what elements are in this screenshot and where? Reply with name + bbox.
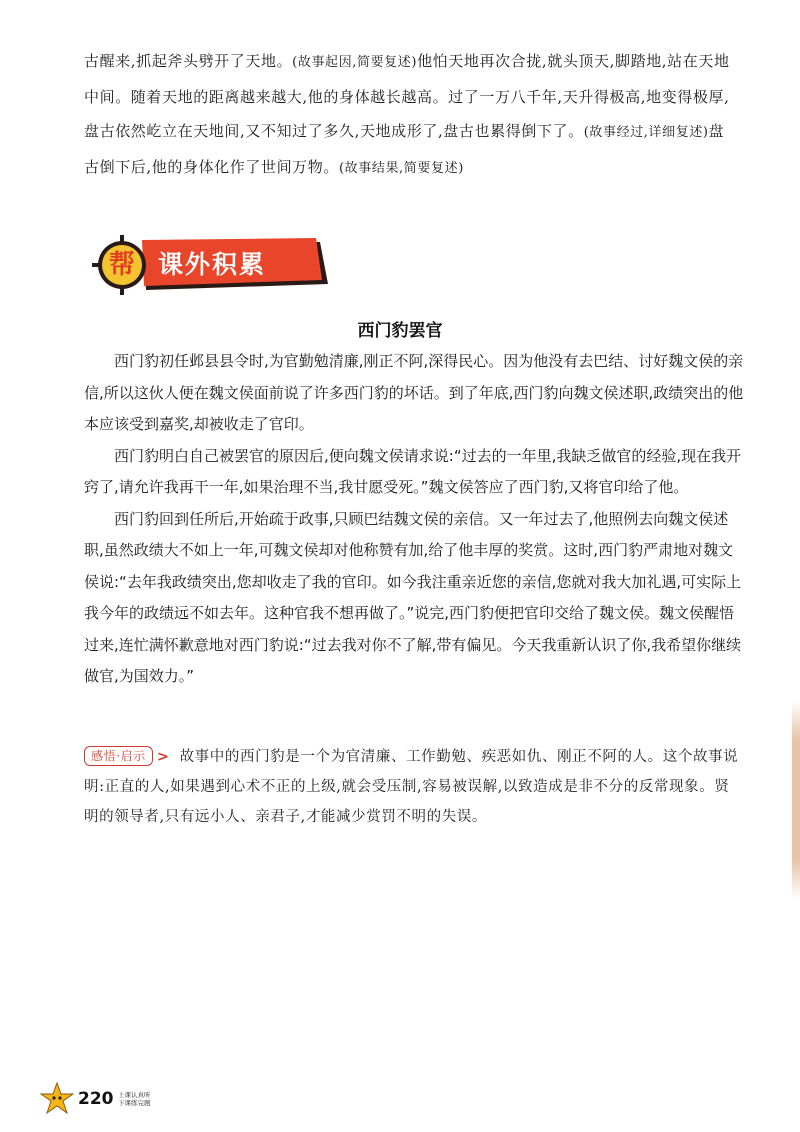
insight-section (84, 742, 744, 832)
banner-badge-char: 帮 (108, 250, 135, 280)
note-start: (故事起因,简要复述) (292, 55, 418, 70)
page-footer (40, 1082, 240, 1118)
top-passage (84, 44, 744, 186)
section-title: 课外积累 (158, 250, 267, 279)
insight-tag: 感悟·启示 (84, 746, 153, 766)
article-body (84, 346, 744, 693)
note-middle: (故事经过,详细复述) (583, 125, 709, 140)
insight-text: 故事中的西门豹是一个为官清廉、工作勤勉、疾恶如仇、刚正不阿的人。这个故事说明:正直的人,如果遇到心术不正的上级,就会受压制,容易被误解,以致造成是非不分的反常现象。贤明的领导者,只有远小人、亲君子,才能减少赏罚不明的失误。 (84, 749, 739, 825)
note-end: (故事结果,简要复述) (338, 161, 464, 176)
page-edge-tab (792, 700, 800, 900)
article-paragraph: 西门豹初任邺县县令时,为官勤勉清廉,刚正不阿,深得民心。因为他没有去巴结、讨好魏文侯的亲信,所以这伙人便在魏文侯面前说了许多西门豹的坏话。到了年底,西门豹向魏文侯述职,政绩突出的他本应该受到嘉奖,却被收走了官印。 (84, 352, 744, 433)
footer-brand: 上课认真听 下课练完题 (118, 1091, 151, 1107)
article-title: 西门豹罢官 (357, 321, 443, 341)
page-number: 220 (78, 1089, 114, 1109)
section-header-banner (92, 234, 332, 296)
passage-line-3: 盘古依然屹立在天地间,又不知过了多久,天地成形了,盘古也累得倒下了。(故事经过,详细复述)盘 (84, 122, 725, 140)
article-paragraph: 西门豹明白自己被罢官的原因后,便向魏文侯请求说:“过去的一年里,我缺乏做官的经验,现在我开窍了,请允许我再干一年,如果治理不当,我甘愿受死。”魏文侯答应了西门豹,又将官印给了他。 (84, 446, 742, 496)
chevron-right-icon: > (156, 749, 170, 765)
star-logo-icon (40, 1082, 74, 1116)
passage-line-1: 古醒来,抓起斧头劈开了天地。(故事起因,简要复述)他怕天地再次合拢,就头顶天,脚踏地,站在天地 (84, 52, 730, 70)
passage-line-2: 中间。随着天地的距离越来越大,他的身体越长越高。过了一万八千年,天升得极高,地变得极厚, (84, 88, 730, 106)
article-paragraph: 西门豹回到任所后,开始疏于政事,只顾巴结魏文侯的亲信。又一年过去了,他照例去向魏文侯述职,虽然政绩大不如上一年,可魏文侯却对他称赞有加,给了他丰厚的奖赏。这时,西门豹严肃地对魏文侯说:“去年我政绩突出,您却收走了我的官印。如今我注重亲近您的亲信,您就对我大加礼遇,可实际上我今年的政绩远不如去年。这种官我不想再做了。”说完,西门豹便把官印交给了魏文侯。魏文侯醒悟过来,连忙满怀歉意地对西门豹说:“过去我对你不了解,带有偏见。今天我重新认识了你,我希望你继续做官,为国效力。” (84, 509, 742, 685)
passage-line-4: 古倒下后,他的身体化作了世间万物。(故事结果,简要复述) (84, 158, 464, 176)
